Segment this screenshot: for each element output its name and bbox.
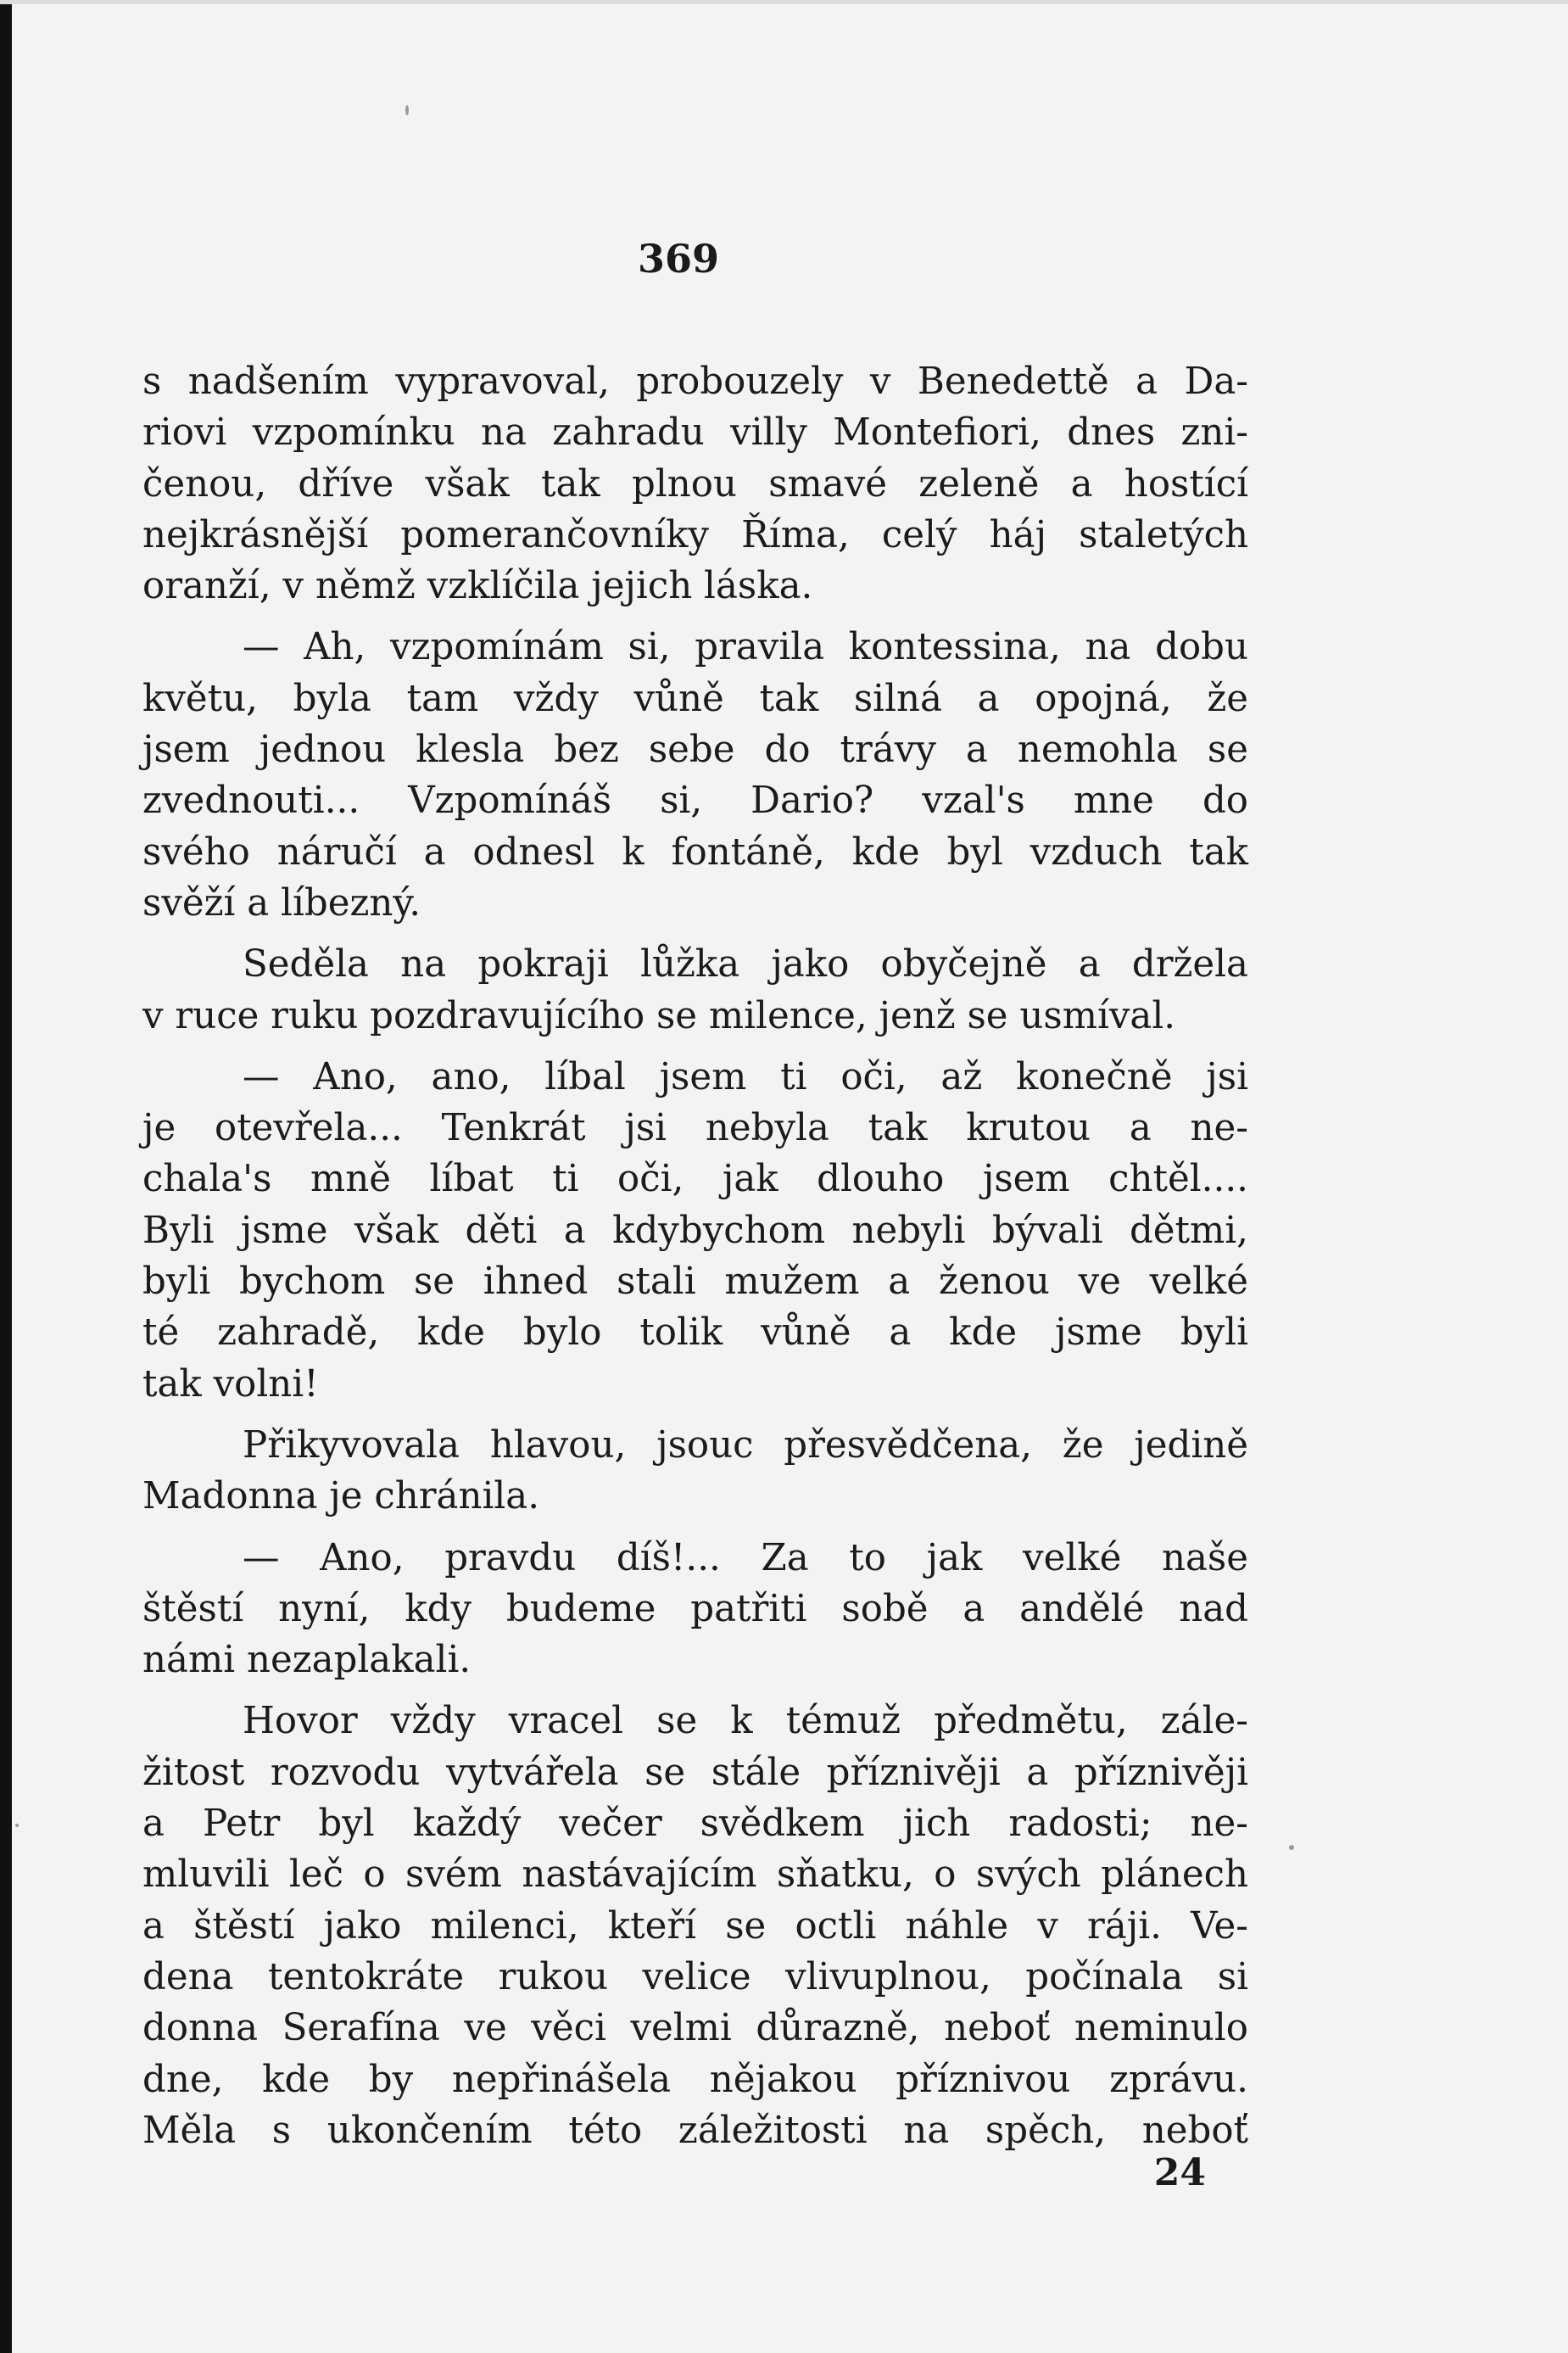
- text-line: Byli jsme však děti a kdybychom nebyli bývali dětmi,: [142, 1209, 1248, 1252]
- text-line: čenou, dříve však tak plnou smavé zeleně a hostící: [142, 462, 1248, 506]
- paragraph: [142, 1420, 1248, 1523]
- text-line: květu, byla tam vždy vůně tak silná a opojná, že: [142, 677, 1248, 720]
- text-line: Měla s ukončením této záležitosti na spěch, neboť: [142, 2109, 1248, 2152]
- scan-speck: [15, 1824, 19, 1827]
- text-line: zvednouti... Vzpomínáš si, Dario? vzal's mne do: [142, 780, 1248, 823]
- scan-speck: [1289, 1845, 1294, 1850]
- text-line: štěstí nyní, kdy budeme patřiti sobě a andělé nad: [142, 1587, 1248, 1630]
- text-line: námi nezaplakali.: [142, 1639, 472, 1682]
- paragraph: [142, 1533, 1248, 1686]
- page-top-edge: [0, 0, 1568, 4]
- text-line: a Petr byl každý večer svědkem jich radosti; ne-: [142, 1802, 1248, 1846]
- text-line: té zahradě, kde bylo tolik vůně a kde jsme byli: [142, 1311, 1248, 1355]
- paragraph: [142, 356, 1248, 612]
- text-line: Přikyvovala hlavou, jsouc přesvědčena, že jedině: [243, 1423, 1248, 1467]
- text-line: tak volni!: [142, 1362, 319, 1406]
- body-text: [142, 356, 1248, 2166]
- paragraph: [142, 622, 1248, 929]
- text-line: jsem jednou klesla bez sebe do trávy a nemohla se: [142, 729, 1248, 772]
- text-line: svěží a líbezný.: [142, 881, 421, 925]
- scan-speck: [405, 105, 409, 115]
- text-line: Madonna je chránila.: [142, 1475, 540, 1518]
- text-line: — Ano, ano, líbal jsem ti oči, až konečně jsi: [243, 1055, 1248, 1098]
- text-line: Seděla na pokraji lůžka jako obyčejně a držela: [243, 943, 1248, 986]
- text-line: donna Serafína ve věci velmi důrazně, neboť neminulo: [142, 2007, 1248, 2050]
- text-line: s nadšením vypravoval, probouzely v Benedettě a Da-: [142, 360, 1248, 403]
- text-line: oranží, v němž vzklíčila jejich láska.: [142, 565, 813, 608]
- text-line: v ruce ruku pozdravujícího se milence, jenž se usmíval.: [142, 994, 1176, 1037]
- text-line: dena tentokráte rukou velice vlivuplnou, počínala si: [142, 1955, 1248, 1998]
- text-line: mluvili leč o svém nastávajícím sňatku, o svých plánech: [142, 1853, 1248, 1897]
- paragraph: [142, 1052, 1248, 1410]
- text-line: — Ah, vzpomínám si, pravila kontessina, na dobu: [243, 626, 1248, 669]
- text-line: byli bychom se ihned stali mužem a ženou ve velké: [142, 1260, 1248, 1304]
- text-line: riovi vzpomínku na zahradu villy Montefiori, dnes zni-: [142, 411, 1248, 455]
- text-line: žitost rozvodu vytvářela se stále příznivěji a příznivěji: [142, 1751, 1248, 1794]
- text-line: dne, kde by nepřinášela nějakou příznivou zprávu.: [142, 2058, 1248, 2101]
- text-line: nejkrásnější pomerančovníky Říma, celý háj staletých: [142, 513, 1248, 556]
- paragraph: [142, 1696, 1248, 2156]
- text-line: Hovor vždy vracel se k témuž předmětu, zále-: [243, 1700, 1248, 1743]
- text-line: — Ano, pravdu díš!... Za to jak velké naše: [243, 1536, 1248, 1579]
- text-line: je otevřela... Tenkrát jsi nebyla tak krutou a ne-: [142, 1107, 1248, 1150]
- text-line: svého náručí a odnesl k fontáně, kde byl vzduch tak: [142, 830, 1248, 874]
- signature-mark: 24: [1153, 2151, 1206, 2194]
- paragraph: [142, 939, 1248, 1042]
- text-line: chala's mně líbat ti oči, jak dlouho jsem chtěl....: [142, 1158, 1248, 1201]
- text-line: a štěstí jako milenci, kteří se octli náhle v ráji. Ve-: [142, 1904, 1248, 1948]
- page-edge-shadow: [0, 0, 12, 2353]
- page-number: 369: [637, 236, 720, 282]
